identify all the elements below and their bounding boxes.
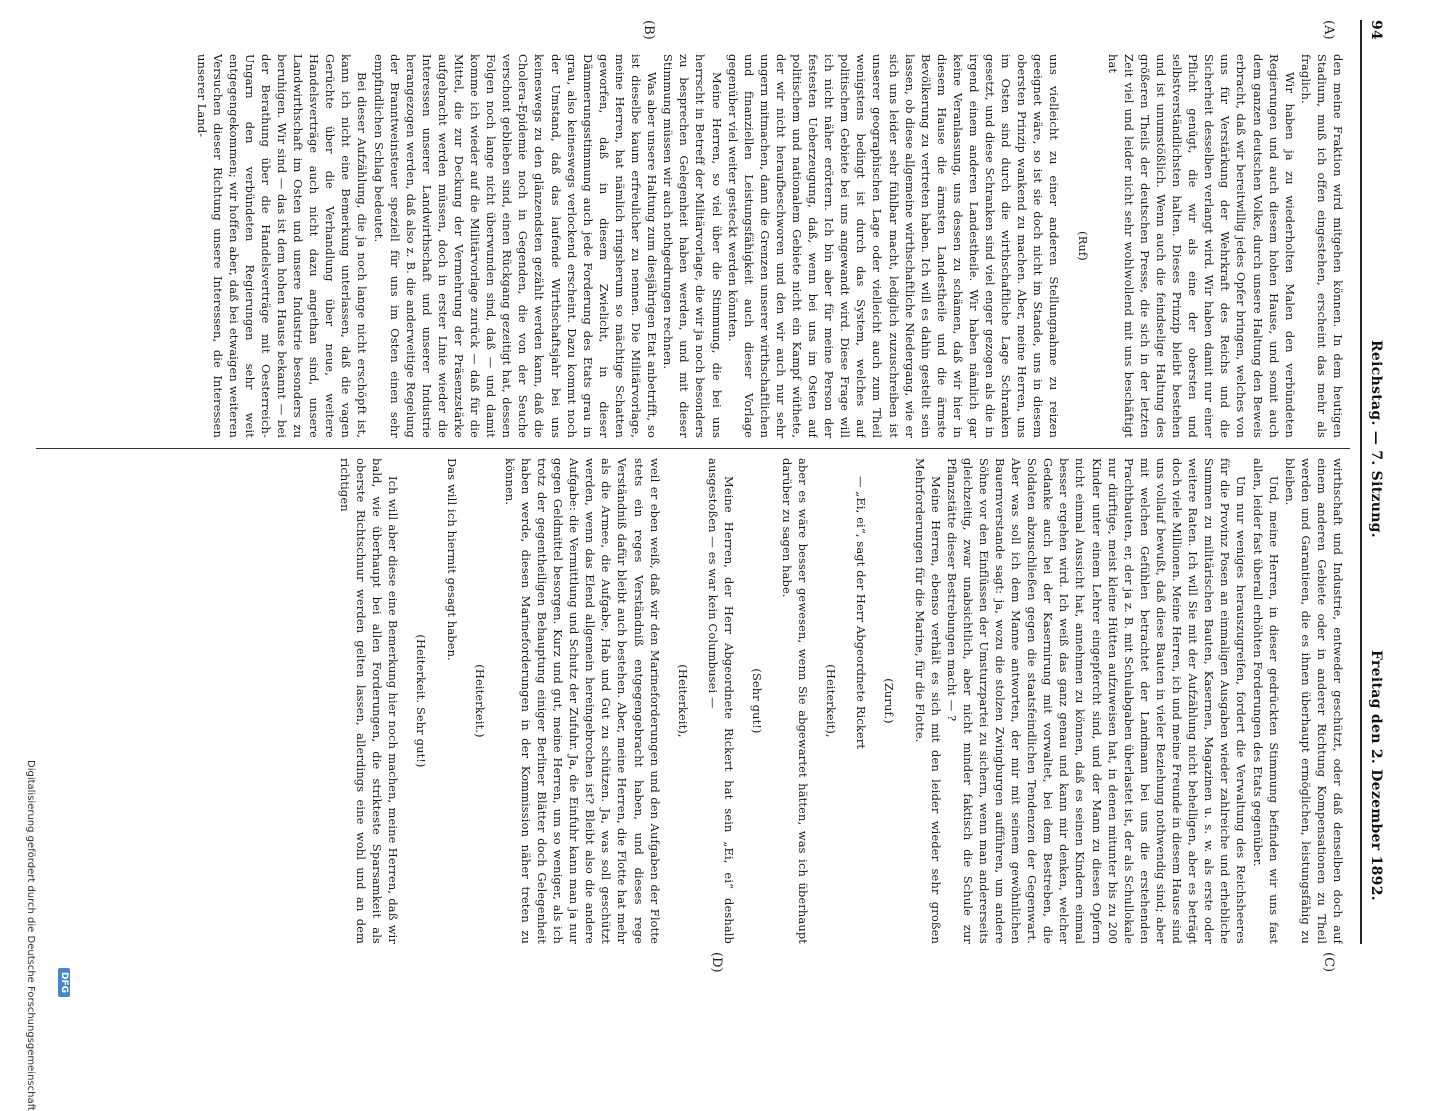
interjection: (Sehr gut!) (750, 668, 764, 734)
interjection: (Zuruf.) (882, 678, 897, 724)
paragraph: Meine Herren, der Herr Abgeordnete Rickert hat sein „Ei, ei“ deshalb ausgestoßen — es war kein Columbusei — (705, 458, 736, 944)
paragraph: Bei dieser Aufzählung, die ja noch lange nicht erschöpft ist, kann ich nicht eine Bemerkung unterlassen, daß die vagen Gerüchte über die Verhandlung über neue, weitere Handelsverträge auch nicht dazu angethan sind, unsere Landwirthschaft im Osten und unsere Industrie besonders zu beruhigen. Wir sind — das ist dem hohen Hause bekannt — bei der Berathung über die Handelsverträge mit Oesterreich-Ungarn den verbündeten Regierungen sehr weit entgegengekommen; wir hoffen aber, daß bei etwaigen weiteren Versuchen dieser Richtung unsere Interessen, die Interessen unserer Land- (194, 54, 370, 438)
margin-marker-a: (A) (1321, 20, 1336, 40)
interjection: (Heiterkeit.) (472, 664, 487, 738)
paragraph: Meine Herren, ebenso verhält es sich mit den leider wieder sehr großen Mehrforderungen für die Marine, für die Flotte. (912, 458, 943, 944)
interjection: (Heiterkeit), (675, 664, 690, 738)
right-text-column (36, 458, 1346, 944)
left-text-column (36, 54, 1346, 438)
page-number: 94 (1368, 20, 1384, 41)
digitization-credit: Digitalisierung gefördert durch die Deutsche Forschungsgemeinschaft (25, 760, 36, 1111)
paragraph: — „Ei, ei“, sagt der Herr Abgeordnete Rickert (854, 476, 869, 750)
paragraph: Das will ich hiermit gesagt haben. (444, 458, 459, 661)
paragraph: Um nur weniges herauszugreifen, fordert die Verwaltung des Reichsheeres für die Provinz Posen an einmaligen Ausgaben wieder zahlreiche und erhebliche Summen zu militärischen Bauten, Kasernen, Magazinen u. s. w. als erste oder weitere Raten. Ich will Sie mit der Aufzählung nicht behelligen, aber es beträgt doch viele Millionen. Meine Herren, ich und meine Freunde in diesem Hause sind uns vollauf bewußt, daß diese Bauten in vieler Beziehung nothwendig sind; aber mit welchen Gefühlen betrachtet der Landmann bei uns die erstehenden Prachtbauten, er, der ja z. B. mit Schulabgaben überlastet ist, der als Schullokale nur dürftige, meist kleine Hütten aufzuweisen hat, in denen mitunter bis zu 200 Kinder unter einem Lehrer eingepfercht sind, und der Mann zu diesen Opfern nicht einmal Aussicht hat, annehmen zu können, daß es seinen Kindern einmal besser ergehen wird. Ich weiß das ganz genau und kann mir denken, welcher Gedanke auch bei der Kasernirung mit vorwaltet, bei dem Bestreben, die Soldaten abzuschließen gegen die staatsfeindlichen Tendenzen der Gegenwart. Aber was soll ich dem Manne antworten, der mir mit seinem gewöhnlichen Bauernverstande sagt: ja, wozu die stolzen Zwingburgen aufführen, um andere Söhne vor den Einflüssen der Umsturzpartei zu sichern, wenn man andererseits gleichzeitig, zwar unabsichtlich, aber nicht minder faktisch die Schule zur Pflanzstätte dieser Bestrebungen macht — ? (944, 458, 1249, 944)
interjection: (Heiterkeit), (824, 664, 839, 738)
running-header (1360, 20, 1388, 944)
paragraph: den meine Fraktion wird mitgehen können. In dem heutigen Stadium, muß ich offen eingestehen, erscheint das mehr als fraglich. (1298, 54, 1345, 438)
dfg-logo: DFG (58, 968, 70, 997)
paragraph: weil er eben weiß, daß wir den Marineforderungen und den Aufgaben der Flotte stets ein reges Verständniß entgegengebracht haben, und dieses rege Verständniß dafür bleibt auch bestehen. Aber, meine Herren, die Flotte hat mehr als die Armee, die Aufgabe, Hab und Gut zu schützen. Ja, was soll geschützt werden, wenn das Elend allgemein hereingebrochen ist? Bleibt also die andere Aufgabe: die Vermittlung und Schutz der Zufuhr. Ja, die Einfuhr kann man ja nur gegen Geldmittel besorgen. Kurz und gut, meine Herren, um so weniger, als ich trotz der gegentheiligen Behauptung einiger Berliner Blätter doch Gelegenheit haben werde, diesen Marineforderungen in der Kommission näher treten zu können. (502, 458, 662, 944)
column-divider (36, 448, 1350, 449)
paragraph: wirthschaft und Industrie, entweder geschützt, oder daß denselben doch auf einem anderen Gebiete oder in anderer Richtung Kompensationen zu Theil werden und Garantieen, die es ihnen überhaupt ermöglichen, leistungsfähig zu bleiben. (1282, 458, 1345, 944)
paragraph: Was aber unsere Haltung zum diesjährigen Etat anbetrifft, so ist dieselbe kaum erfreulicher zu nennen. Die Militärvorlage, meine Herren, hat nämlich ringsherum so mächtige Schatten geworfen, daß in diesem Zwielicht, in dieser Dämmerungsstimmung auch jede Forderung des Etats grau in grau, also keineswegs verlockend erscheint. Dazu kommt noch der Umstand, daß das laufende Wirthschaftsjahr bei uns keineswegs zu den glänzendsten gezählt werden kann, daß die Cholera-Epidemie noch in Gegenden, die von der Seuche verschont geblieben sind, einen Rückgang gezeitigt hat, dessen Folgen noch lange nicht überwunden sind, daß — und damit komme ich wieder auf die Militärvorlage zurück — daß für die Mittel, die zur Deckung der Vermehrung der Präsenzstärke aufgebracht werden müssen, doch in erster Linie wieder die Interessen unserer Landwirthschaft und unserer Industrie herangezogen werden, daß also z. B. die anderweitige Regelung der Branntweinsteuer speziell für uns im Osten einen sehr empfindlichen Schlag bedeutet. (371, 54, 660, 438)
margin-marker-c: (C) (1321, 952, 1336, 973)
session-title: Reichstag. — 7. Sitzung. (1368, 340, 1384, 538)
paragraph: Wir haben ja zu wiederholten Malen den verbündeten Regierungen und auch diesem hohen Hause, und somit auch dem ganzen deutschen Volke, durch unsere Haltung den Beweis erbracht, daß wir bereitwillig jedes Opfer bringen, welches von uns für Verstärkung der Wehrkraft des Reichs und die Sicherheit desselben verlangt wird. Wir haben damit nur einer Pflicht genügt, die wir als eine der obersten und selbstverständlichsten halten. Dieses Prinzip bleibt bestehen und ist unumstößlich. Wenn auch die feindselige Haltung des größeren Theils der deutschen Presse, die sich in der letzten Zeit viel und leider nicht sehr wohlwollend mit uns beschäftigt hat (1105, 54, 1297, 438)
interjection: (Heiterkeit. Sehr gut!) (414, 634, 429, 768)
paragraph: Meine Herren, so viel über die Stimmung, die bei uns herrscht in Betreff der Militärvorlage, die wir ja noch besonders zu besprechen Gelegenheit haben werden, und mit dieser Stimmung müssen wir auch nothgedrungen rechnen. (661, 54, 724, 438)
paragraph: uns vielleicht zu einer anderen Stellungnahme zu reizen geeignet wäre, so ist sie doch nicht im Stande, uns in diesem obersten Prinzip wankend zu machen. Aber, meine Herren, uns im Osten sind durch die wirthschaftliche Lage Schranken gesetzt, und diese Schranken sind viel enger gezogen als die in irgend einem anderen Landestheile. Wir haben nämlich gar keine Veranlassung, uns dessen zu schämen, daß wir hier in diesem Hause die ärmsten Landestheile und die ärmste Bevölkerung zu vertreten haben. Ich will es dahin gestellt sein lassen, ob diese allgemeine wirthschaftliche Niedergang, wie er sich uns leider sehr fühlbar macht, lediglich zuzuschreiben ist unserer geographischen Lage oder vielleicht auch zum Theil wenigstens bedingt ist durch das System, welches auf politischem Gebiete bei uns angewandt wird. Diese Frage will ich nicht näher erörtern. Ich bin aber für meine Person der festesten Ueberzeugung, daß, wenn bei uns im Osten auf politischem und nationalem Gebiete nicht ein Kampf wüthete, der wir nicht heraufbeschworen und den wir auch nur sehr ungern mitmachen, dann die Grenzen unserer wirthschaftlichen und finanziellen Leistungsfähigkeit auch dieser Vorlage gegenüber viel weiter gesteckt werden könnten. (725, 54, 1062, 438)
paragraph: aber es wäre besser gewesen, wenn Sie abgewartet hätten, was ich überhaupt darüber zu sagen habe. (780, 458, 811, 944)
session-date: Freitag den 2. Dezember 1892. (1368, 650, 1384, 901)
paragraph: Und, meine Herren, in dieser gedrückten Stimmung befinden wir uns fast allen, leider fast überall erhöhten Forderungen des Etats gegenüber. (1250, 458, 1281, 944)
interjection: (Ruf) (1075, 231, 1090, 261)
paragraph: Ich will aber diese eine Bemerkung hier noch machen, meine Herren, daß wir bald, wie überhaupt bei allen Forderungen, die strikteste Sparsamkeit als oberste Richtschnur werden gelten lassen, allerdings eine wohl und an dem richtigen (338, 458, 401, 944)
margin-marker-b: (B) (641, 20, 656, 40)
margin-marker-d: (D) (709, 952, 724, 973)
